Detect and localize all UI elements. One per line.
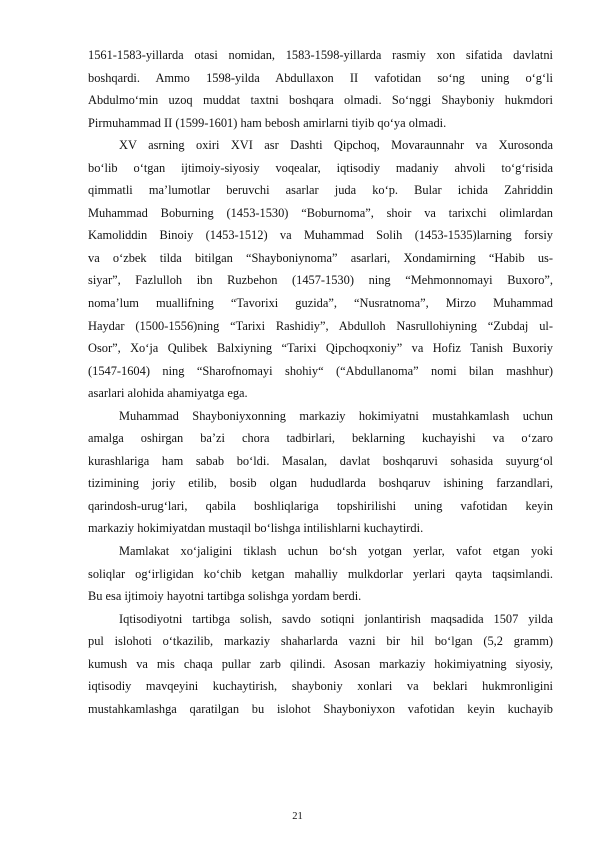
paragraph-5: [88, 608, 553, 721]
text-line: Mamlakat xo‘jaligini tiklash uchun bo‘sh yotgan yerlar, vafot etgan yoki: [119, 544, 553, 559]
text-line: asarlari alohida ahamiyatga ega.: [88, 386, 248, 401]
text-line: boshqardi. Ammo 1598-yilda Abdullaxon II vafotidan so‘ng uning o‘g‘li: [88, 70, 553, 85]
text-line: bo‘lib o‘tgan ijtimoiy-siyosiy voqealar, iqtisodiy madaniy ahvoli to‘g‘risida: [88, 160, 553, 175]
text-line: kurashlariga ham sabab bo‘ldi. Masalan, davlat boshqaruvi sohasida suyurg‘ol: [88, 453, 553, 468]
text-line: tizimining joriy etilib, bosib olgan hududlarda boshqaruv ishining farzandlari,: [88, 476, 553, 491]
page-number: 21: [292, 811, 303, 822]
text-line: va o‘zbek tilda bitilgan “Shayboniynoma” asarlari, Xondamirning “Habib us-: [88, 250, 553, 265]
text-line: Muhammad Boburning (1453-1530) “Boburnoma”, shoir va tarixchi olimlardan: [88, 205, 553, 220]
text-line: soliqlar og‘irligidan ko‘chib ketgan mahalliy mulkdorlar yerlari qayta taqsimlandi.: [88, 566, 553, 581]
paragraph-4: [88, 540, 553, 608]
text-line: Muhammad Shayboniyxonning markaziy hokimiyatni mustahkamlash uchun: [119, 408, 553, 423]
text-line: qarindosh-urug‘lari, qabila boshliqlariga topshirilishi uning vafotidan keyin: [88, 498, 553, 513]
paragraph-2: [88, 134, 553, 405]
paragraph-1: [88, 44, 553, 134]
text-line: Pirmuhammad II (1599-1601) ham bebosh amirlarni tiyib qo‘ya olmadi.: [88, 115, 447, 130]
paragraph-3: [88, 405, 553, 540]
text-line: markaziy hokimiyatdan mustaqil bo‘lishga intilishlarni kuchaytirdi.: [88, 521, 424, 536]
text-line: pul islohoti o‘tkazilib, markaziy shaharlarda vazni bir hil bo‘lgan (5,2 gramm): [88, 634, 553, 649]
text-line: XV asrning oxiri XVI asr Dashti Qipchoq, Movaraunnahr va Xurosonda: [119, 138, 553, 153]
text-line: qimmatli ma’lumotlar beruvchi asarlar juda ko‘p. Bular ichida Zahriddin: [88, 183, 553, 198]
text-line: 1561-1583-yillarda otasi nomidan, 1583-1598-yillarda rasmiy xon sifatida davlatni: [88, 48, 553, 62]
text-line: Haydar (1500-1556)ning “Tarixi Rashidiy”, Abdulloh Nasrullohiyning “Zubdaj ul-: [88, 318, 553, 333]
text-line: kumush va mis chaqa pullar zarb qilindi. Asosan markaziy hokimiyatning siyosiy,: [88, 656, 553, 671]
text-line: Iqtisodiyotni tartibga solish, savdo sotiqni jonlantirish maqsadida 1507 yilda: [119, 611, 553, 626]
text-line: mustahkamlashga qaratilgan bu islohot Shayboniyxon vafotidan keyin kuchayib: [88, 701, 553, 716]
text-line: iqtisodiy mavqeyini kuchaytirish, shayboniy xonlari va beklari hukmronligini: [88, 679, 553, 694]
text-line: Abdulmo‘min uzoq muddat taxtni boshqara olmadi. So‘nggi Shayboniy hukmdori: [88, 93, 553, 108]
text-line: amalga oshirgan ba’zi chora tadbirlari, beklarning kuchayishi va o‘zaro: [88, 431, 553, 446]
text-line: (1547-1604) ning “Sharofnomayi shohiy“ (“Abdullanoma” nomi bilan mashhur): [88, 363, 553, 378]
text-line: Bu esa ijtimoiy hayotni tartibga solishga yordam berdi.: [88, 589, 362, 604]
text-line: noma’lum muallifning “Tavorixi guzida”, “Nusratnoma”, Mirzo Muhammad: [88, 296, 553, 311]
text-line: Kamoliddin Binoiy (1453-1512) va Muhammad Solih (1453-1535)larning forsiy: [88, 228, 553, 243]
text-line: siyar”, Fazlulloh ibn Ruzbehon (1457-1530) ning “Mehmonnomayi Buxoro”,: [88, 273, 553, 288]
text-line: Osor”, Xo‘ja Qulibek Balxiyning “Tarixi Qipchoqxoniy” va Hofiz Tanish Buxoriy: [88, 341, 553, 356]
page-body: [88, 44, 553, 720]
